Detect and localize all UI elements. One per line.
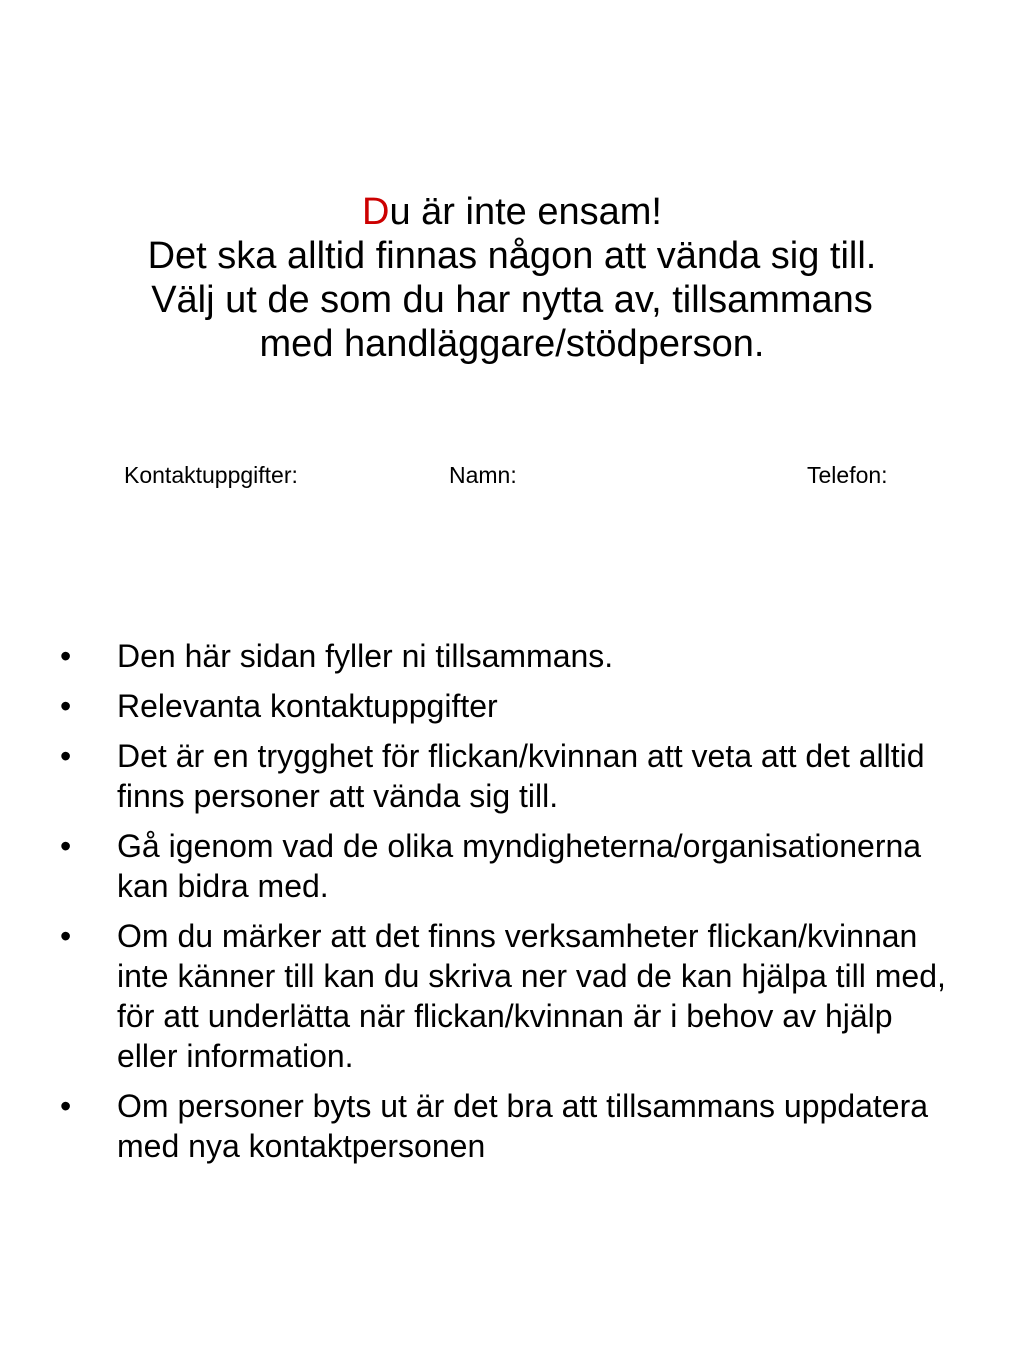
bullet-marker: • — [60, 638, 72, 674]
title-line-4: med handläggare/stödperson. — [259, 323, 765, 365]
bullet-item — [60, 686, 960, 726]
bullet-marker: • — [60, 828, 72, 864]
title-line-1-rest: u är inte ensam! — [389, 191, 662, 233]
slide-title — [40, 190, 984, 366]
bullet-marker: • — [60, 688, 72, 724]
contact-header-telefon: Telefon: — [807, 462, 888, 488]
bullet-list — [60, 636, 960, 1176]
bullet-marker: • — [60, 1088, 72, 1124]
bullet-text: Om du märker att det finns verksamheter flickan/kvinnan inte känner till kan du skriva ner vad de kan hjälpa till med, för att underlätta när flickan/kvinnan är i behov av hjälp eller information. — [117, 918, 946, 1074]
bullet-text: Om personer byts ut är det bra att tillsammans uppdatera med nya kontaktpersonen — [117, 1088, 929, 1164]
bullet-item — [60, 736, 960, 816]
bullet-item — [60, 636, 960, 676]
contact-header-namn: Namn: — [449, 462, 517, 488]
bullet-text: Den här sidan fyller ni tillsammans. — [117, 638, 614, 674]
bullet-item — [60, 1086, 960, 1166]
title-first-letter: D — [362, 191, 390, 233]
bullet-text: Det är en trygghet för flickan/kvinnan att veta att det alltid finns personer att vända sig till. — [117, 738, 925, 814]
title-line-1 — [40, 190, 984, 234]
bullet-item — [60, 826, 960, 906]
bullet-marker: • — [60, 738, 72, 774]
bullet-marker: • — [60, 918, 72, 954]
bullet-text: Relevanta kontaktuppgifter — [117, 688, 498, 724]
bullet-item — [60, 916, 960, 1076]
title-line-2: Det ska alltid finnas någon att vända sig till. — [147, 235, 877, 277]
contact-header-kontaktuppgifter: Kontaktuppgifter: — [124, 462, 298, 488]
title-line-3: Välj ut de som du har nytta av, tillsammans — [151, 279, 873, 321]
bullet-text: Gå igenom vad de olika myndigheterna/organisationerna kan bidra med. — [117, 828, 922, 904]
